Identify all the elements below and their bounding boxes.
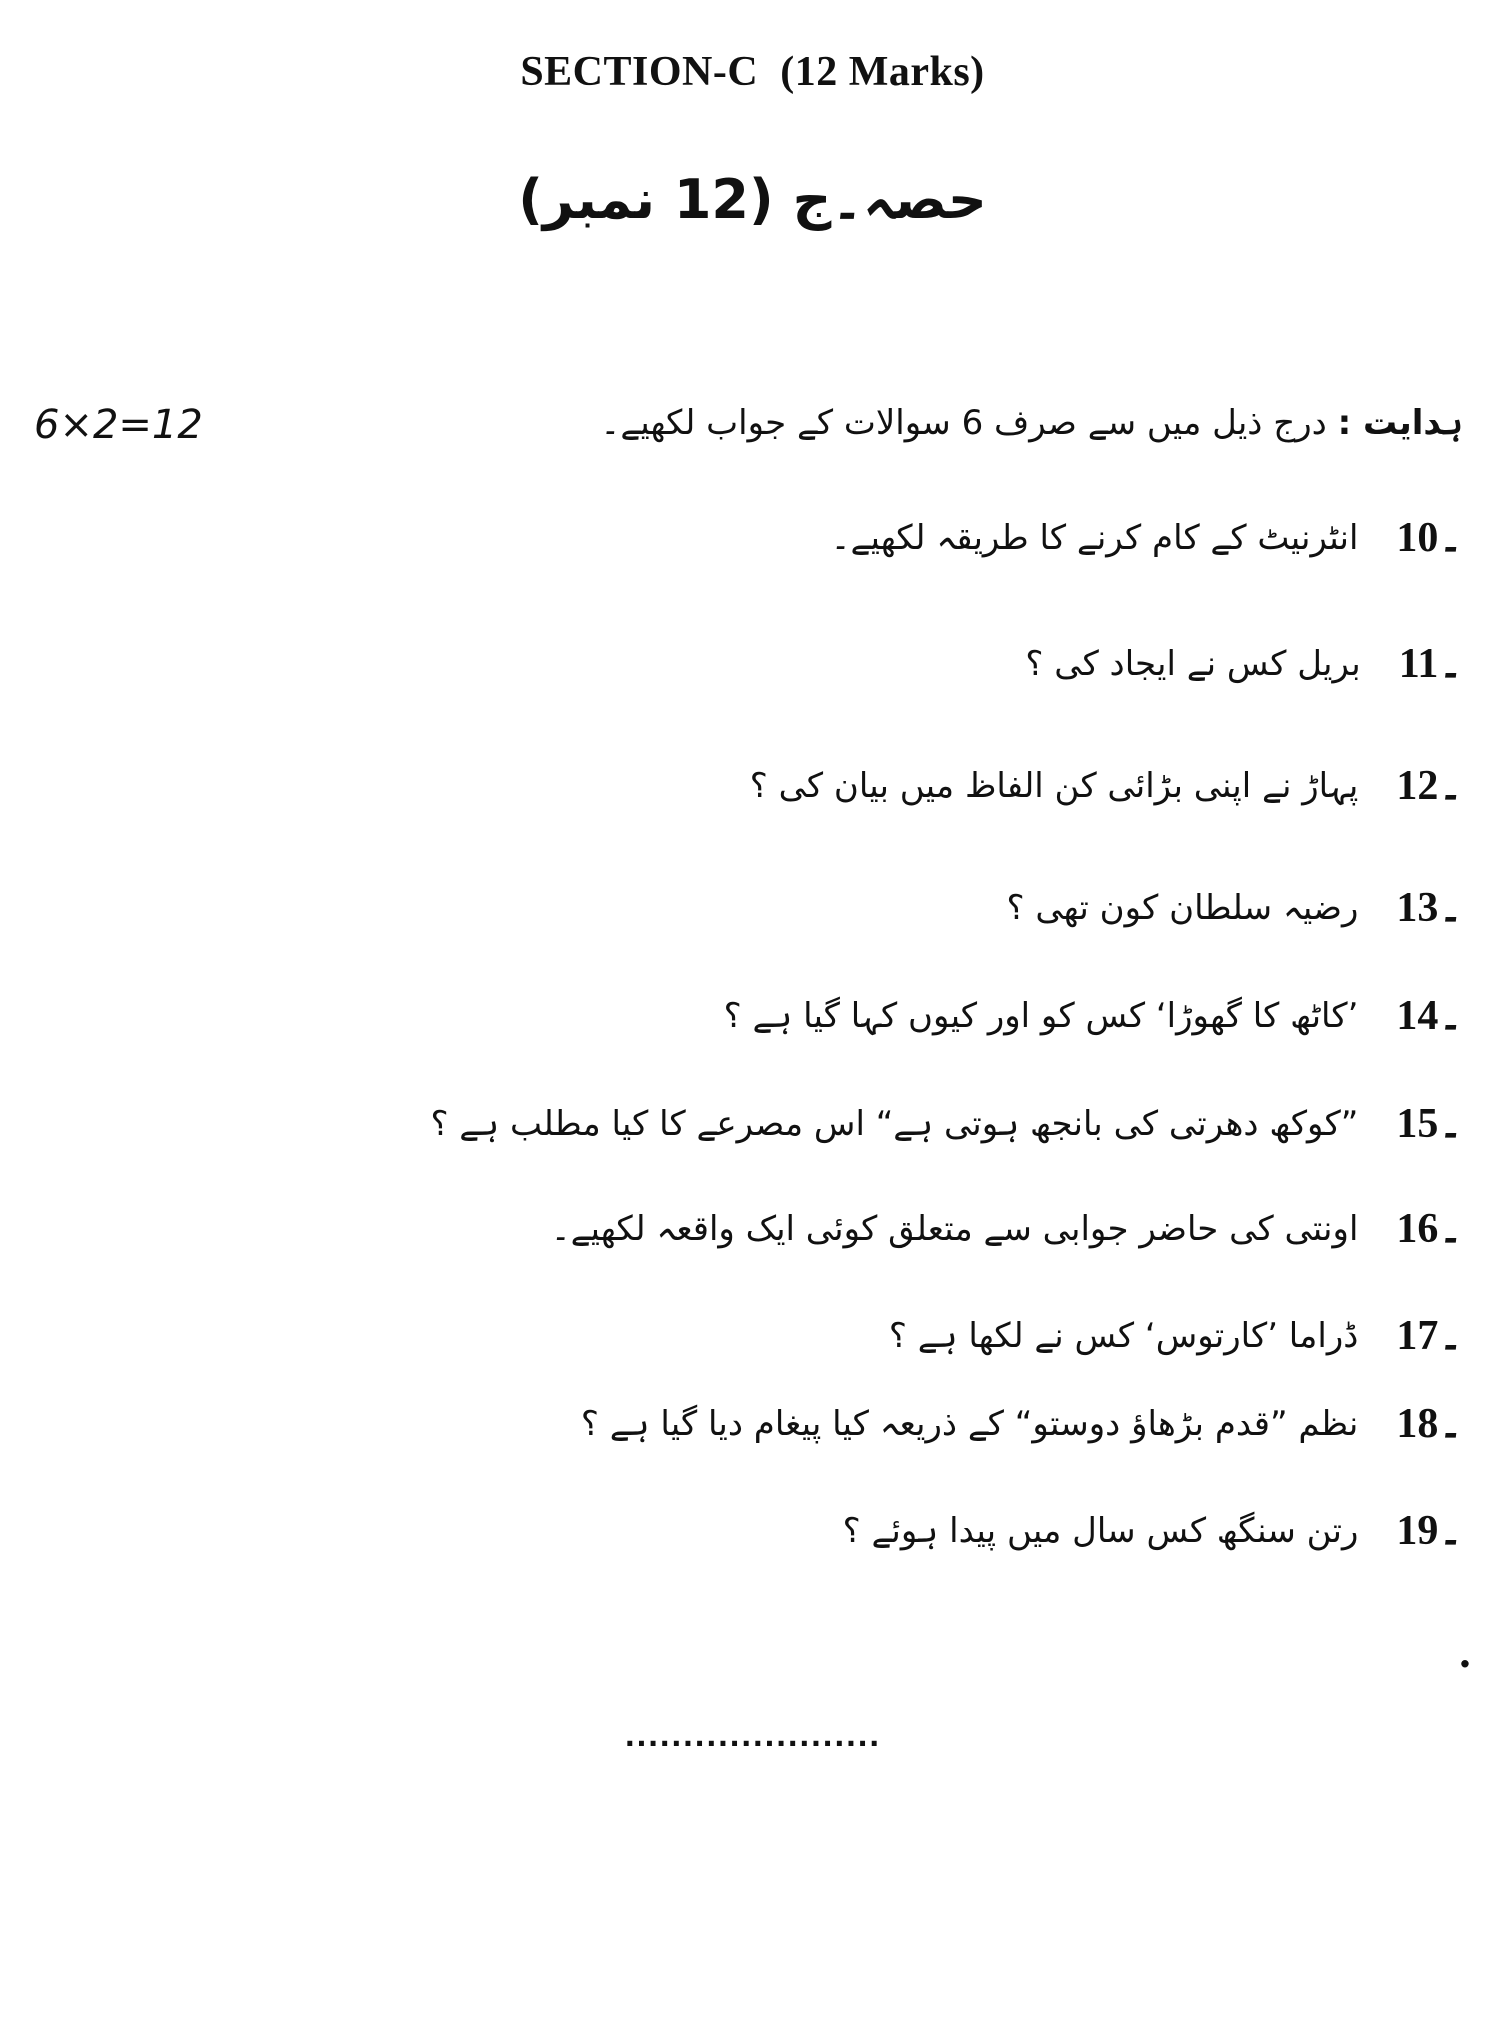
question-19 (843, 1505, 1463, 1555)
question-14 (724, 990, 1463, 1040)
stray-mark: . (1458, 1630, 1472, 1677)
question-text: ’کاٹھ کا گھوڑا‘ کس کو اور کیوں کہا گیا ہے ؟ (723, 995, 1359, 1036)
question-number: 16۔ (1396, 1206, 1463, 1252)
question-text: نظم ”قدم بڑھاؤ دوستو“ کے ذریعہ کیا پیغام دیا گیا ہے ؟ (580, 1403, 1359, 1444)
question-text: رضیہ سلطان کون تھی ؟ (1006, 887, 1359, 928)
section-marks: (12 Marks) (780, 49, 985, 95)
question-text: بریل کس نے ایجاد کی ؟ (1025, 643, 1361, 684)
question-text: ”کوکھ دھرتی کی بانجھ ہوتی ہے“ اس مصرعے کا کیا مطلب ہے ؟ (430, 1103, 1359, 1144)
question-17 (889, 1310, 1463, 1360)
instruction-label: ہدایت : (1337, 403, 1463, 443)
question-number: 11۔ (1398, 641, 1463, 687)
question-13 (1006, 882, 1463, 932)
question-12 (750, 760, 1463, 810)
end-of-section-marker: ...................... (624, 1720, 881, 1753)
question-number: 14۔ (1396, 993, 1463, 1039)
instruction-text: درج ذیل میں سے صرف 6 سوالات کے جواب لکھیے۔ (600, 403, 1327, 443)
question-number: 12۔ (1396, 763, 1463, 809)
question-15 (430, 1098, 1463, 1148)
question-number: 19۔ (1396, 1508, 1463, 1554)
question-text: اونتی کی حاضر جوابی سے متعلق کوئی ایک واقعہ لکھیے۔ (550, 1208, 1359, 1249)
question-10 (831, 512, 1463, 562)
question-text: ڈراما ’کارتوس‘ کس نے لکھا ہے ؟ (888, 1315, 1359, 1356)
marks-formula: 6×2=12 (34, 402, 203, 448)
question-number: 18۔ (1396, 1401, 1463, 1447)
question-number: 15۔ (1396, 1101, 1463, 1147)
question-number: 10۔ (1396, 515, 1463, 561)
question-text: رتن سنگھ کس سال میں پیدا ہوئے ؟ (842, 1510, 1359, 1551)
section-title: SECTION-C (520, 49, 759, 95)
question-text: پہاڑ نے اپنی بڑائی کن الفاظ میں بیان کی ؟ (749, 765, 1359, 806)
instruction (600, 402, 1463, 443)
question-11 (1025, 638, 1463, 688)
section-heading (0, 48, 1505, 96)
question-number: 17۔ (1396, 1313, 1463, 1359)
question-text: انٹرنیٹ کے کام کرنے کا طریقہ لکھیے۔ (830, 517, 1359, 558)
question-16 (551, 1203, 1463, 1253)
question-18 (581, 1398, 1463, 1448)
urdu-section-heading: حصہ۔ج (12 نمبر) (518, 168, 987, 231)
question-number: 13۔ (1396, 885, 1463, 931)
